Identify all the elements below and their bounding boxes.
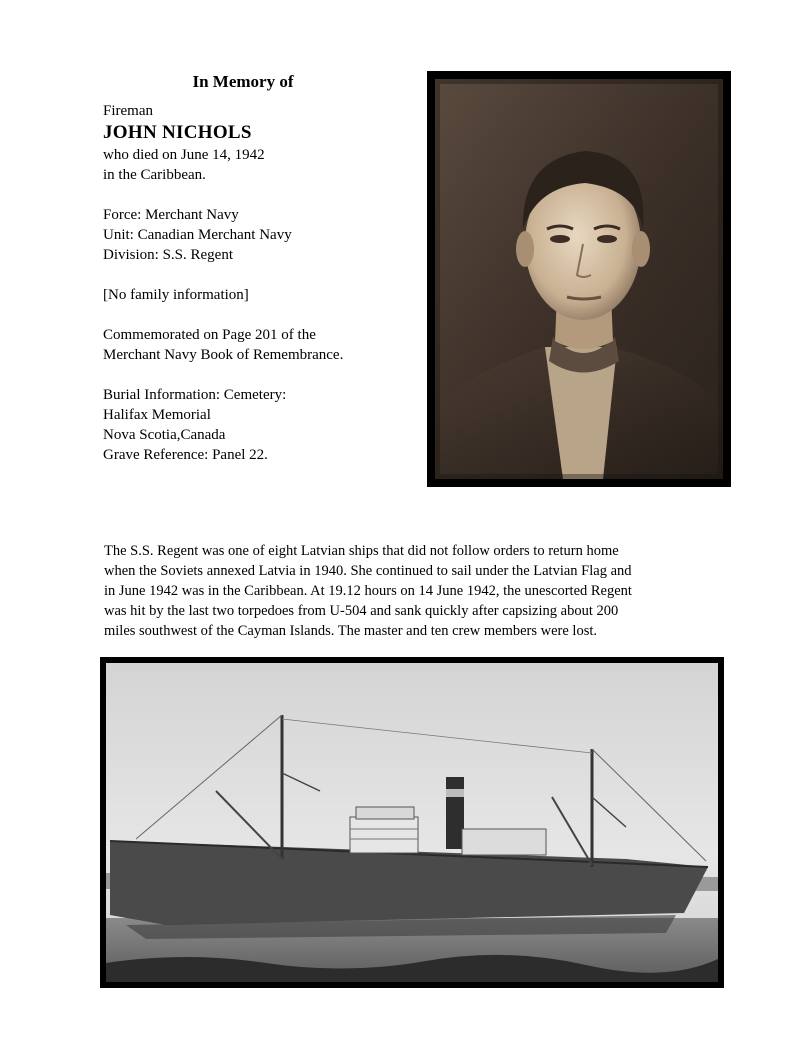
- spacer: [103, 305, 413, 325]
- story-line: when the Soviets annexed Latvia in 1940. She continued to sail under the Latvian Flag and: [104, 563, 632, 579]
- force: Force: Merchant Navy: [103, 207, 239, 223]
- spacer: [103, 185, 413, 205]
- story-line: was hit by the last two torpedoes from U-504 and sank quickly after capsizing about 200: [104, 603, 619, 619]
- spacer: [103, 265, 413, 285]
- commemoration-line-2: Merchant Navy Book of Remembrance.: [103, 347, 344, 363]
- burial-line-2: Halifax Memorial: [103, 407, 211, 423]
- unit: Unit: Canadian Merchant Navy: [103, 227, 292, 243]
- person-name: JOHN NICHOLS: [103, 122, 252, 143]
- ship-photo: [100, 657, 724, 988]
- ship-image: [106, 663, 718, 982]
- spacer: [103, 365, 413, 385]
- rank: Fireman: [103, 103, 153, 119]
- burial-line-4: Grave Reference: Panel 22.: [103, 447, 268, 463]
- commemoration-line-1: Commemorated on Page 201 of the: [103, 327, 316, 343]
- burial-line-3: Nova Scotia,Canada: [103, 427, 226, 443]
- division: Division: S.S. Regent: [103, 247, 234, 263]
- portrait-image: [435, 79, 723, 479]
- story-line: miles southwest of the Cayman Islands. The master and ten crew members were lost.: [104, 623, 598, 639]
- family-info: [No family information]: [103, 287, 249, 303]
- death-place: in the Caribbean.: [103, 167, 206, 183]
- burial-line-1: Burial Information: Cemetery:: [103, 387, 287, 403]
- ship-story: [104, 541, 744, 641]
- story-line: in June 1942 was in the Caribbean. At 19.12 hours on 14 June 1942, the unescorted Regent: [104, 583, 632, 599]
- story-line: The S.S. Regent was one of eight Latvian ships that did not follow orders to return home: [104, 543, 619, 559]
- portrait-photo: [427, 71, 731, 487]
- memorial-heading: In Memory of: [192, 72, 294, 91]
- memorial-info: [103, 101, 413, 465]
- death-date: who died on June 14, 1942: [103, 147, 265, 163]
